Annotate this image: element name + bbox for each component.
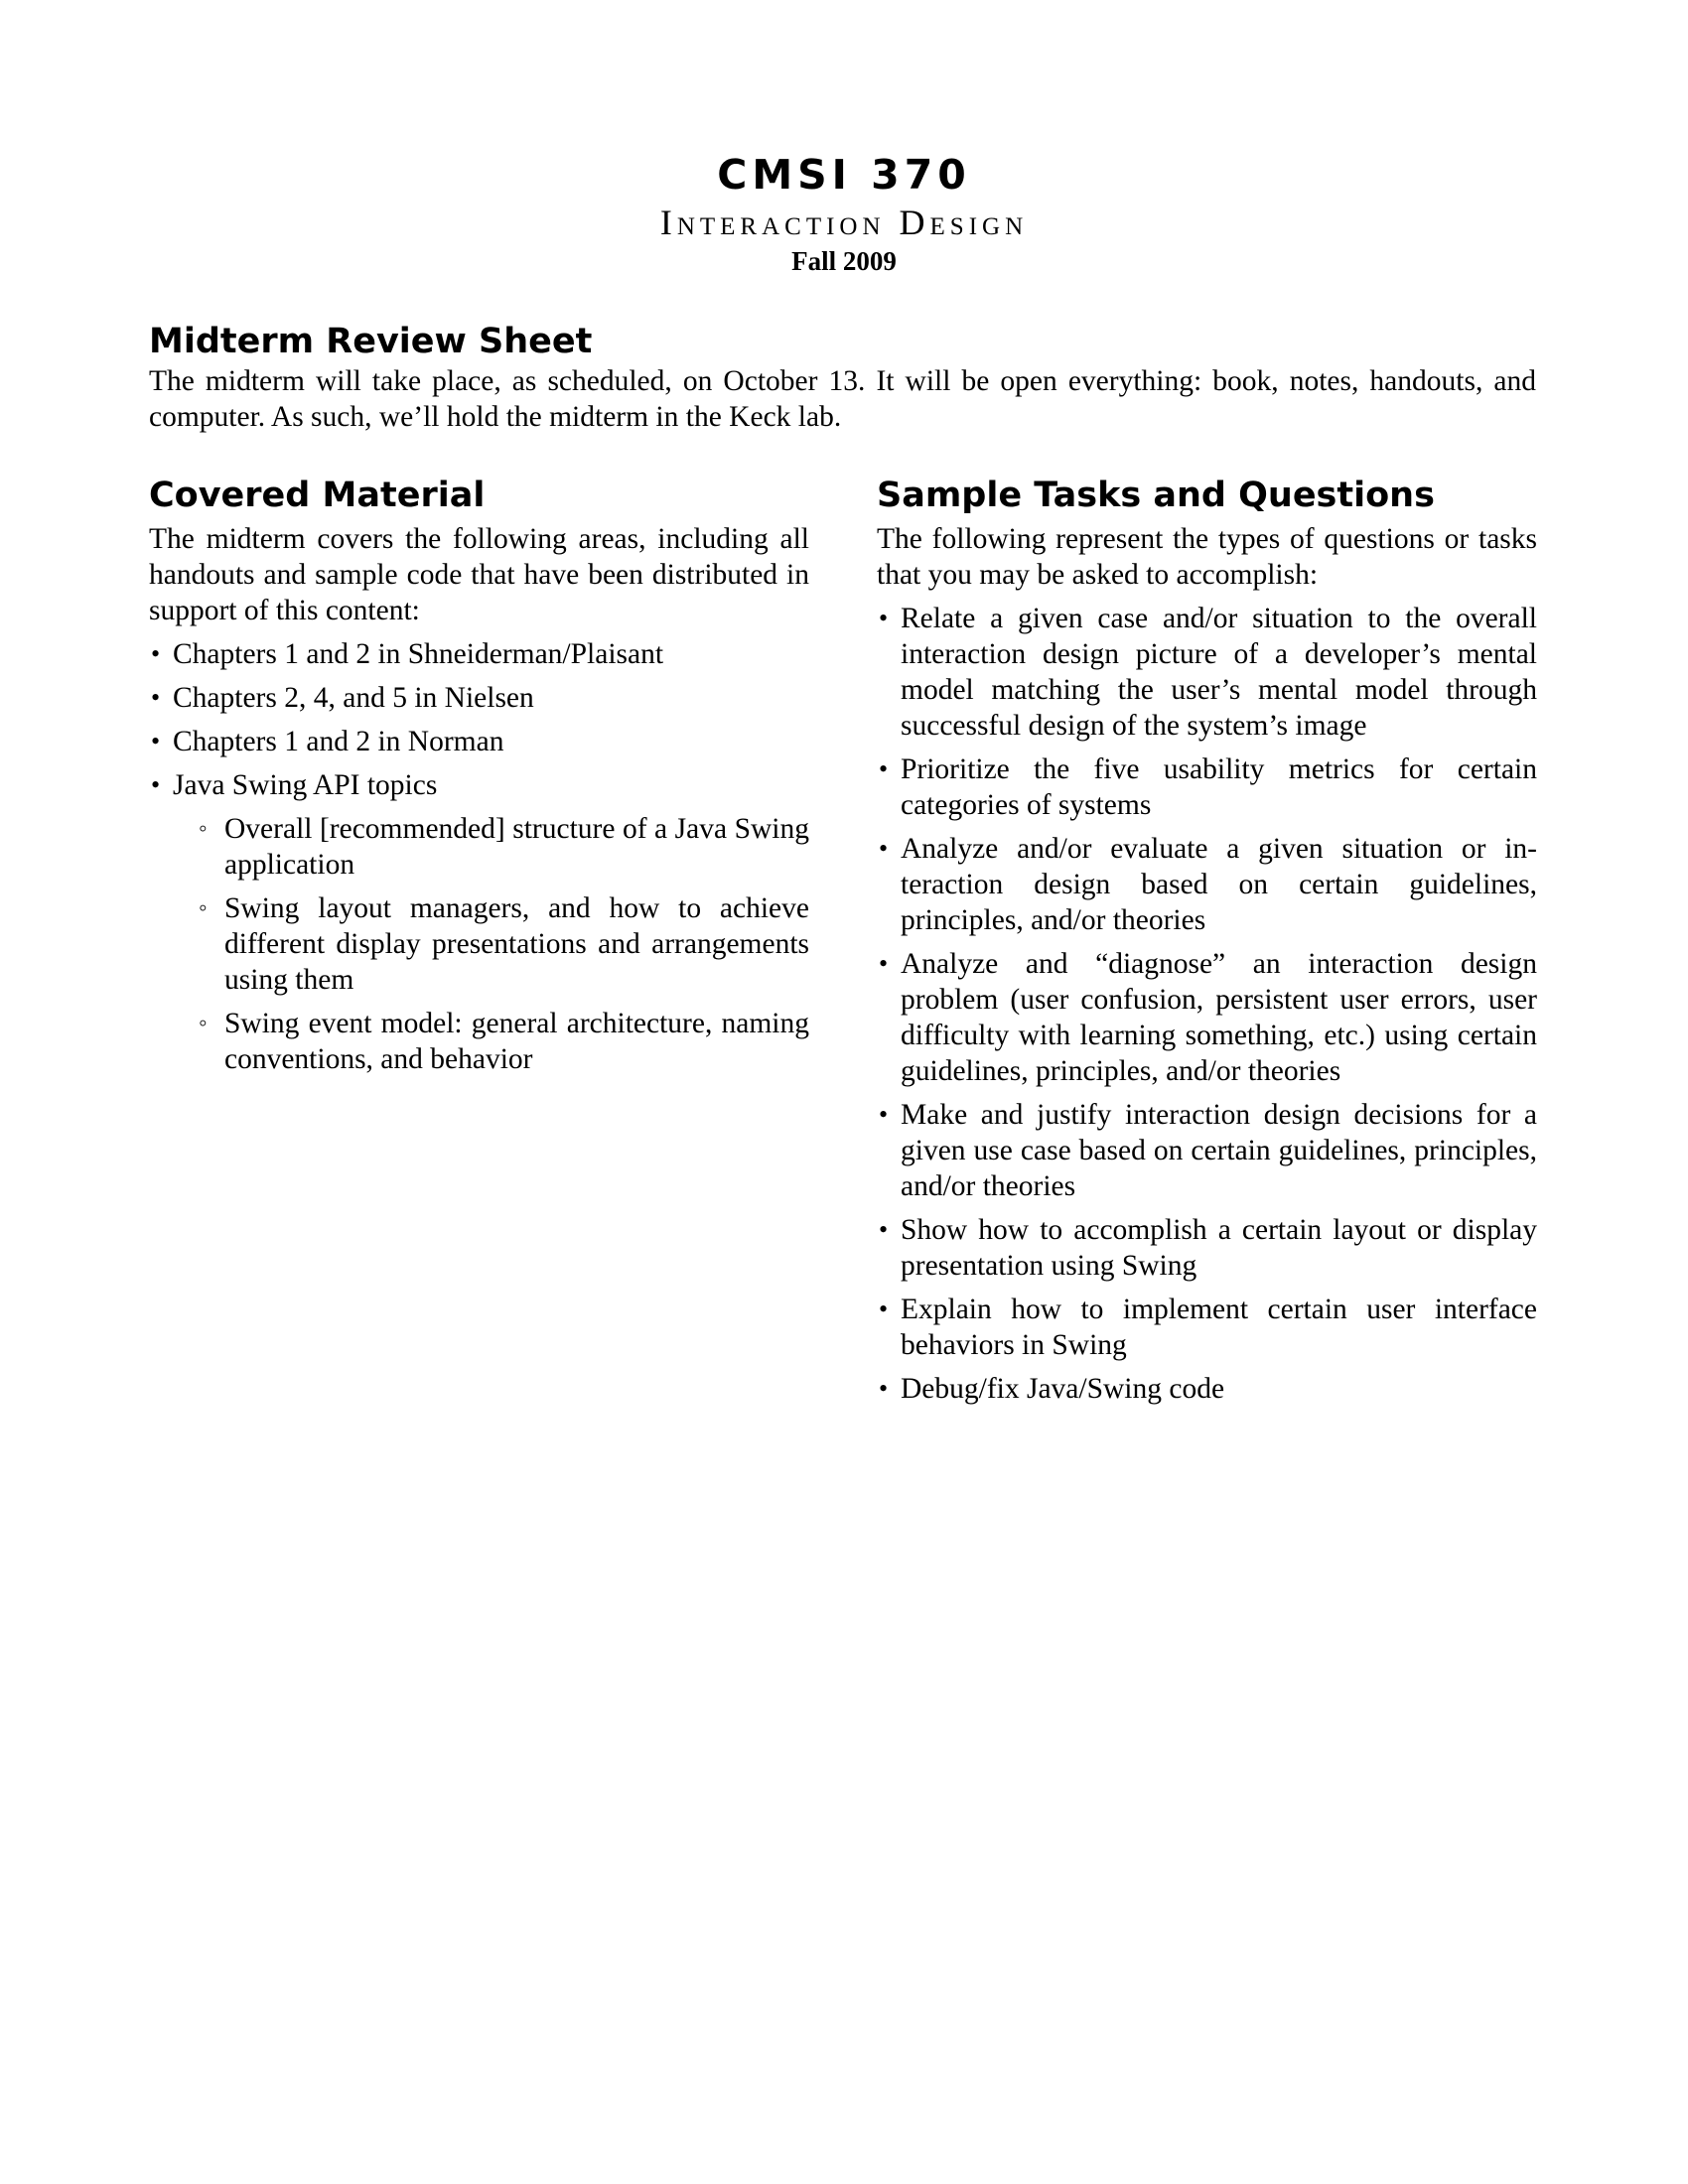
list-item-with-sublist [149,767,809,1077]
sample-heading: Sample Tasks and Questions [877,476,1435,515]
course-code: CMSI 370 [717,151,971,199]
list-item: • Analyze and/or evaluate a given situation or interaction design based on certain guidelines, principles, and/or theories [877,831,1537,938]
list-item: • Chapters 2, 4, and 5 in Nielsen [149,680,809,716]
list-item-label: Java Swing API topics [173,769,438,801]
document-header [0,149,1688,278]
intro-heading: Midterm Review Sheet [149,322,593,361]
list-item: • Chapters 1 and 2 in Shneiderman/Plaisant [149,636,809,672]
list-item: • Chapters 1 and 2 in Norman [149,724,809,759]
swing-topics-sublist [224,811,809,1077]
course-title: Interaction Design [659,203,1029,242]
list-item: • Explain how to implement certain user interface behaviors in Swing [877,1292,1537,1363]
list-item: • Analyze and “diagnose” an interaction design problem (user confusion, persistent user errors, user difficulty with learning something, etc.) using certain guidelines, principles, and/or theories [877,946,1537,1089]
list-item: • Relate a given case and/or situation to the overall interaction design picture of a developer’s mental model matching the user’s mental model through successful design of the system’s image [877,601,1537,744]
list-item: • Debug/fix Java/Swing code [877,1371,1537,1407]
covered-heading: Covered Material [149,476,486,515]
list-item: • Make and justify interaction design decisions for a given use case based on certain guidelines, principles, and/or theories [877,1097,1537,1204]
sublist-item: ◦ Overall [recommended] structure of a Java Swing application [224,811,809,883]
sample-intro: The following represent the types of questions or tasks that you may be asked to accomplish: [877,523,1537,591]
covered-list [149,636,809,1077]
list-item: • Show how to accomplish a certain layout or display presentation using Swing [877,1212,1537,1284]
intro-section [149,320,1536,435]
sublist-item: ◦ Swing event model: general architecture, naming conventions, and behavior [224,1006,809,1077]
list-item: • Prioritize the five usability metrics for certain categories of systems [877,751,1537,823]
covered-intro: The midterm covers the following areas, including all handouts and sample code that have been distributed in support of this content: [149,523,809,626]
intro-paragraph: The midterm will take place, as scheduled, on October 13. It will be open everything: book, notes, handouts, and computer. As such, we’ll hold the midterm in the Keck lab. [149,365,1536,433]
sample-tasks-section [877,474,1537,1407]
covered-material-section [149,474,809,1077]
sublist-item: ◦ Swing layout managers, and how to achieve different display presentations and arrangements using them [224,890,809,998]
term: Fall 2009 [791,246,897,276]
sample-list [877,601,1537,1407]
